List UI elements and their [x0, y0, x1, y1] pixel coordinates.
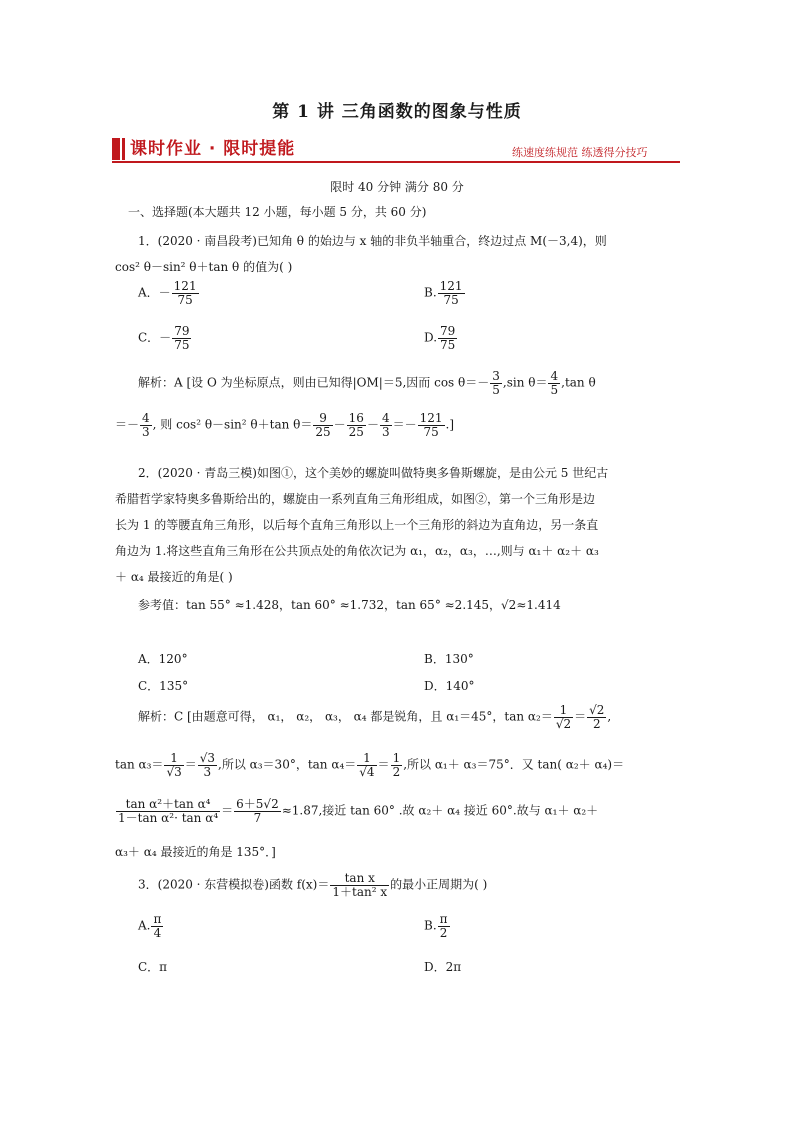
page-title: 第 1 讲 三角函数的图象与性质: [272, 102, 522, 122]
q3-option-c: C．π: [138, 960, 168, 974]
q3-option-d: D．2π: [424, 960, 462, 974]
q3-stem: 3．(2020 · 东营模拟卷)函数 f(x)＝ $\frac{\text{tan x}}{\text{1＋tan² x}}$ 的最小正周期为( ): [138, 871, 488, 899]
q1-option-c: C．－ $\frac{79}{75}$: [138, 324, 190, 352]
q1-option-d: D. $\frac{79}{75}$: [424, 324, 456, 352]
q2-option-c: C．135°: [138, 679, 189, 693]
q2-stem-line3: 长为 1 的等腰直角三角形，以后每个直角三角形以上一个三角形的斜边为直角边，另一条直: [115, 518, 599, 532]
q1-option-b: B. $\frac{121}{75}$: [424, 279, 463, 307]
q1-option-a: A．－ $\frac{121}{75}$: [138, 279, 197, 307]
q1-solution-line1: 解析：A [设 O 为坐标原点，则由已知得|OM|＝5,因而 cos θ＝－ $\frac{3}{5}$ ,sin θ＝ $\frac{4}{5}$ ,tan θ: [138, 369, 596, 397]
q1-stem-line2: cos² θ－sin² θ＋tan θ 的值为( ): [115, 260, 293, 274]
banner-bar: [112, 138, 120, 160]
q2-option-b: B．130°: [424, 652, 474, 666]
q2-solution-line1: 解析：C [由题意可得， α₁， α₂， α₃， α₄ 都是锐角，且 α₁＝45°，tan α₂＝ $\frac{1}{√2}$ ＝ $\frac{√2}{2}$ ,: [138, 703, 612, 731]
q2-stem-line4: 角边为 1.将这些直角三角形在公共顶点处的角依次记为 α₁，α₂，α₃，…,则与 α₁＋ α₂＋ α₃: [115, 544, 599, 558]
q2-stem-line2: 希腊哲学家特奥多鲁斯给出的，螺旋由一系列直角三角形组成，如图②，第一个三角形是边: [115, 492, 596, 506]
q1-stem-line1: 1．(2020 · 南昌段考)已知角 θ 的始边与 x 轴的非负半轴重合，终边过点 M(－3,4)，则: [138, 234, 607, 248]
time-info: 限时 40 分钟 满分 80 分: [330, 180, 464, 194]
banner-rule: [112, 161, 680, 163]
section-heading: 一、选择题(本大题共 12 小题，每小题 5 分，共 60 分): [128, 205, 427, 219]
q2-reference-values: 参考值：tan 55° ≈1.428，tan 60° ≈1.732，tan 65° ≈2.145，√2≈1.414: [138, 598, 561, 612]
banner-text: 课时作业 · 限时提能: [130, 139, 296, 159]
section-banner: [112, 134, 324, 162]
q3-option-b: B. $\frac{\pi}{2}$: [424, 912, 448, 940]
q2-stem-line5: ＋ α₄ 最接近的角是( ): [115, 570, 233, 584]
q2-solution-line4: α₃＋ α₄ 最接近的角是 135°．]: [115, 845, 276, 859]
q2-option-d: D．140°: [424, 679, 475, 693]
q2-stem-line1: 2．(2020 · 青岛三模)如图①，这个美妙的螺旋叫做特奥多鲁斯螺旋，是由公元 5 世纪古: [138, 466, 609, 480]
q3-option-a: A. $\frac{\pi}{4}$: [138, 912, 162, 940]
q1-solution-line2: ＝－ $\frac{4}{3}$ , 则 cos² θ－sin² θ＋tan θ＝ $\frac{9}{25}$ － $\frac{16}{25}$ － $\frac{4}{3}$ ＝－ $\frac{121}{75}$ .]: [115, 411, 455, 439]
q2-option-a: A．120°: [138, 652, 188, 666]
banner-slogan: 练速度练规范 练透得分技巧: [512, 146, 648, 159]
banner-bar-thin: [122, 138, 125, 160]
q2-solution-line2: tan α₃＝ $\frac{1}{√3}$ ＝ $\frac{√3}{3}$ ,所以 α₃＝30°，tan α₄＝ $\frac{1}{√4}$ ＝ $\frac{1}{2}$ ,所以 α₁＋ α₃＝75°．又 tan( α₂＋ α₄)＝: [115, 751, 625, 779]
q2-solution-line3: $\frac{\text{tan α²＋tan α⁴}}{\text{1－tan α²· tan α⁴}}$ ＝ $\frac{6+5√2}{7}$ ≈1.87,接近 tan 60° .故 α₂＋ α₄ 接近 60°.故与 α₁＋ α₂＋: [118, 797, 599, 825]
